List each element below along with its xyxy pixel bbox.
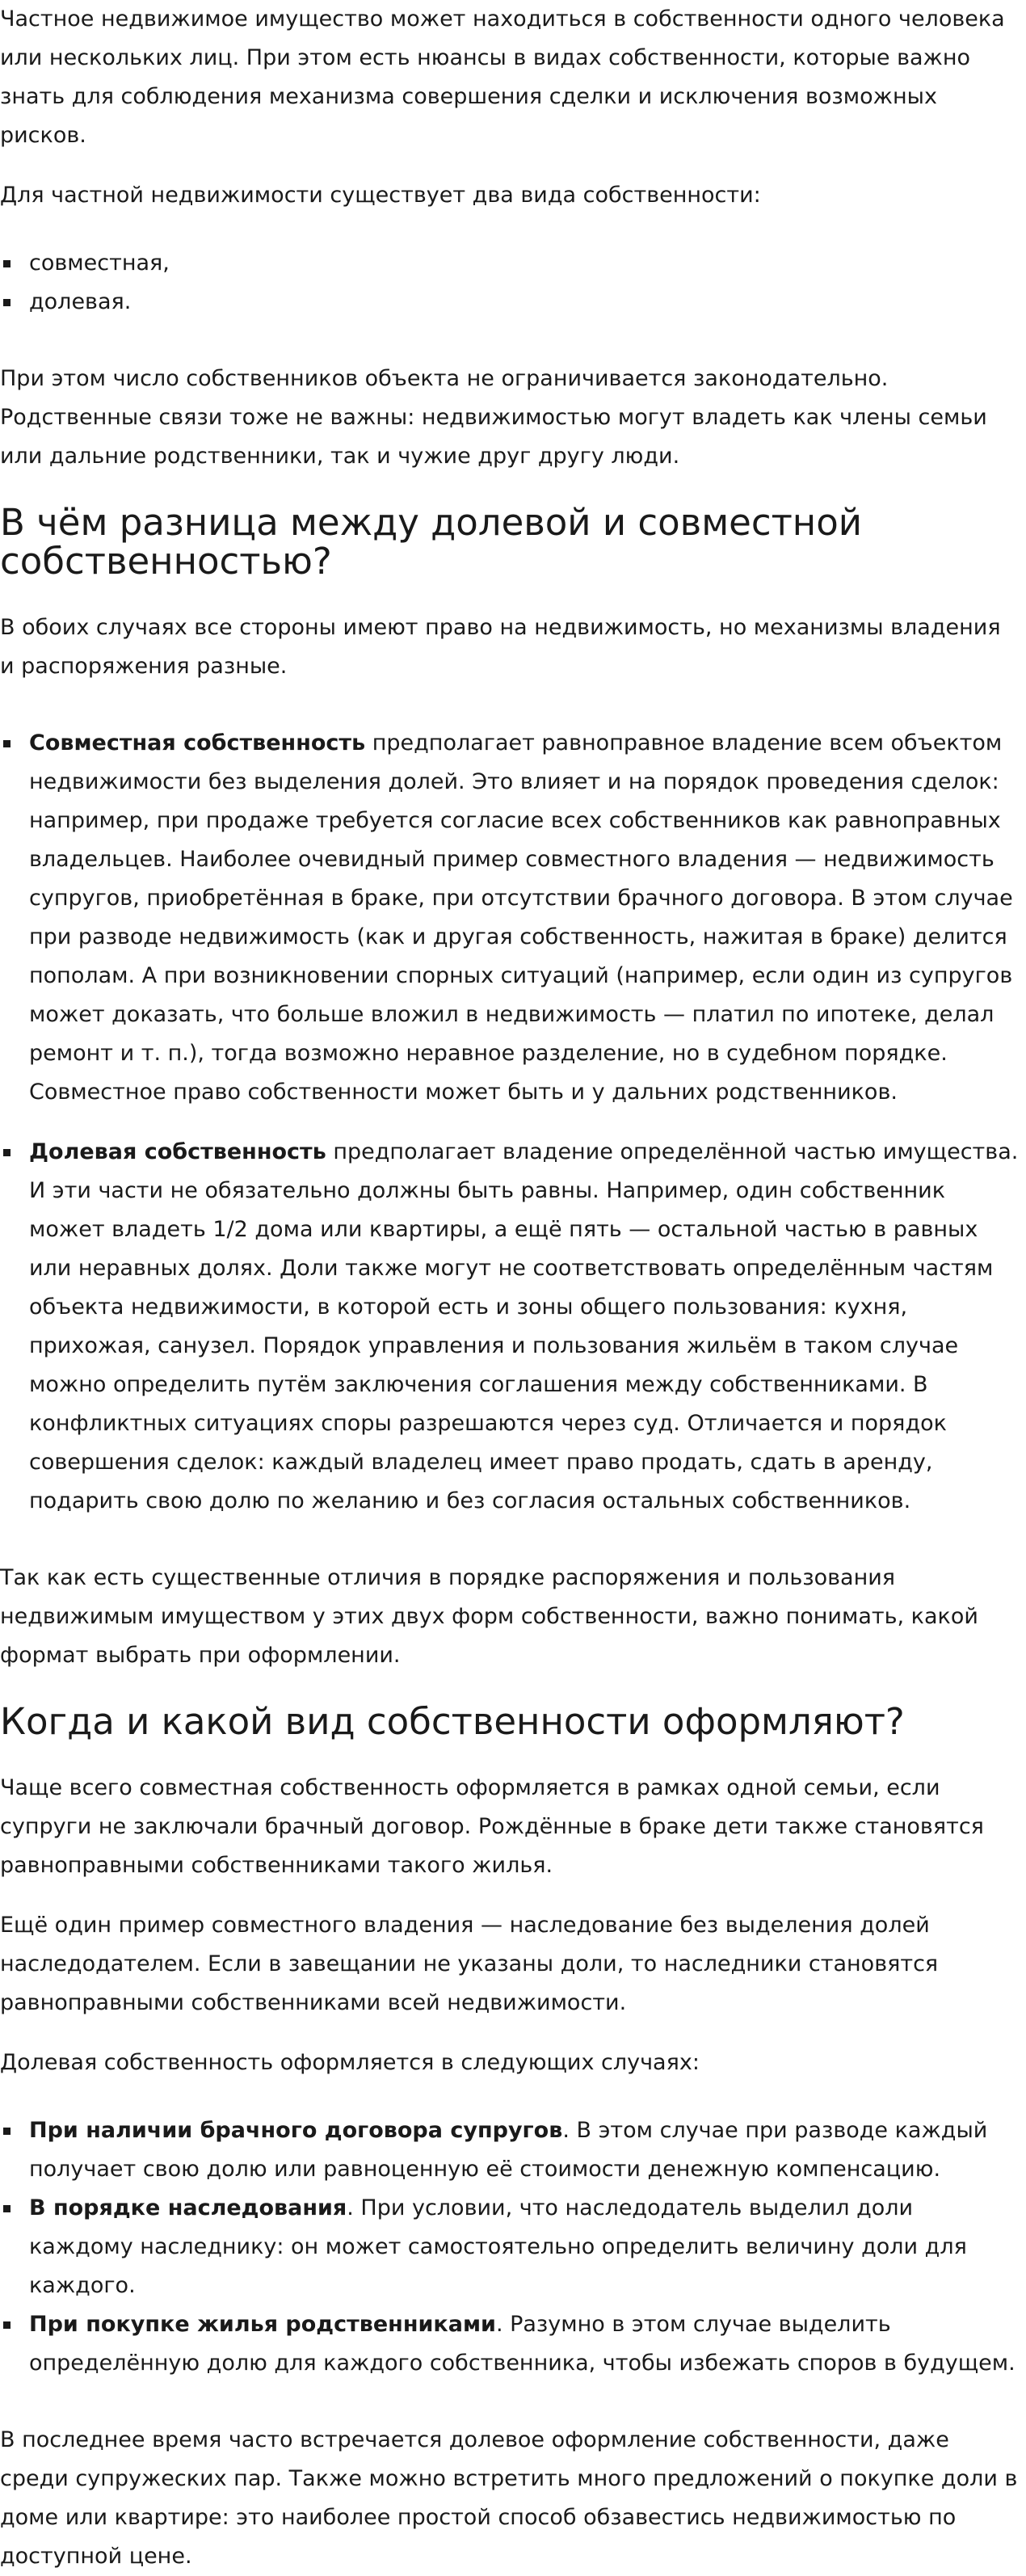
list-item bbox=[0, 2305, 1020, 2383]
difference-list bbox=[0, 724, 1020, 1521]
difference-intro-paragraph: В обоих случаях все стороны имеют право на недвижимость, но механизмы владения и распоряжения разные. bbox=[0, 615, 1001, 679]
list-item-text: предполагает владение определённой частью имущества. И эти части не обязательно должны быть равны. Например, один собственник может владеть 1/2 дома или квартиры, а ещё пять — остальной частью в равных или неравных долях. Доли также могут не соответствовать определённым частям объекта недвижимости, в которой есть и зоны общего пользования: кухня, прихожая, санузел. Порядок управления и пользования жильём в таком случае можно определить путём заключения соглашения между собственниками. В конфликтных ситуациях споры разрешаются через суд. Отличается и порядок совершения сделок: каждый владелец имеет право продать, сдать в аренду, подарить свою долю по желанию и без согласия остальных собственников. bbox=[29, 1139, 1019, 1513]
section-heading-difference: В чём разница между долевой и совместной собственностью? bbox=[0, 501, 862, 583]
bullet-marker bbox=[3, 2128, 11, 2135]
list-item-term: При наличии брачного договора супругов bbox=[29, 2118, 563, 2143]
list-item-term: Долевая собственность bbox=[29, 1139, 326, 1164]
difference-summary-paragraph: Так как есть существенные отличия в порядке распоряжения и пользования недвижимым имуществом у этих двух форм собственности, важно понимать, какой формат выбрать при оформлении. bbox=[0, 1565, 978, 1668]
list-item-text: . При условии, что наследодатель выделил доли каждому наследнику: он может самостоятельно определить величину доли для каждого. bbox=[29, 2195, 967, 2298]
closing-paragraph: В последнее время часто встречается долевое оформление собственности, даже среди супружеских пар. Также можно встретить много предложений о покупке доли в доме или квартире: это наиболее простой способ обзавестись недвижимостью по доступной цене. bbox=[0, 2427, 1018, 2569]
bullet-marker bbox=[3, 299, 11, 306]
list-item bbox=[0, 2189, 1020, 2305]
intro-paragraph: Частное недвижимое имущество может находиться в собственности одного человека или нескольких лиц. При этом есть нюансы в видах собственности, которые важно знать для соблюдения механизма совершения сделки и исключения возможных рисков. bbox=[0, 6, 1005, 148]
list-item bbox=[0, 244, 1020, 283]
list-item-text: долевая. bbox=[29, 289, 132, 314]
owners-count-paragraph: При этом число собственников объекта не ограничивается законодательно. Родственные связи тоже не важны: недвижимостью могут владеть как члены семьи или дальние родственники, так и чужие друг другу люди. bbox=[0, 366, 987, 469]
bullet-marker bbox=[3, 1149, 11, 1156]
ownership-types-intro: Для частной недвижимости существует два вида собственности: bbox=[0, 183, 761, 208]
bullet-marker bbox=[3, 2205, 11, 2212]
list-item-text: . Разумно в этом случае выделить определённую долю для каждого собственника, чтобы избежать споров в будущем. bbox=[29, 2312, 1015, 2376]
shared-ownership-cases-list bbox=[0, 2111, 1020, 2383]
list-item bbox=[0, 724, 1020, 1112]
list-item-term: Совместная собственность bbox=[29, 730, 366, 756]
bullet-marker bbox=[3, 740, 11, 747]
inheritance-paragraph: Ещё один пример совместного владения — наследование без выделения долей наследодателем. Если в завещании не указаны доли, то наследники становятся равноправными собственниками всей недвижимости. bbox=[0, 1913, 939, 2015]
ownership-types-list bbox=[0, 244, 1020, 322]
list-item-text: предполагает равноправное владение всем объектом недвижимости без выделения долей. Это влияет и на порядок проведения сделок: например, при продаже требуется согласие всех собственников как равноправных владельцев. Наиболее очевидный пример совместного владения — недвижимость супругов, приобретённая в браке, при отсутствии брачного договора. В этом случае при разводе недвижимость (как и другая собственность, нажитая в браке) делится пополам. А при возникновении спорных ситуаций (например, если один из супругов может доказать, что больше вложил в недвижимость — платил по ипотеке, делал ремонт и т. п.), тогда возможно неравное разделение, но в судебном порядке. Совместное право собственности может быть и у дальних родственников. bbox=[29, 730, 1013, 1105]
bullet-marker bbox=[3, 260, 11, 267]
list-item bbox=[0, 1133, 1020, 1521]
bullet-marker bbox=[3, 2321, 11, 2329]
list-item-text: . В этом случае при разводе каждый получает свою долю или равноценную её стоимости денежную компенсацию. bbox=[29, 2118, 988, 2182]
list-item bbox=[0, 2111, 1020, 2189]
joint-ownership-paragraph: Чаще всего совместная собственность оформляется в рамках одной семьи, если супруги не заключали брачный договор. Рождённые в браке дети также становятся равноправными собственниками такого жилья. bbox=[0, 1775, 984, 1878]
section-heading-when: Когда и какой вид собственности оформляют? bbox=[0, 1700, 905, 1743]
list-item-text: совместная, bbox=[29, 250, 170, 276]
shared-ownership-intro: Долевая собственность оформляется в следующих случаях: bbox=[0, 2050, 700, 2075]
list-item bbox=[0, 283, 1020, 322]
list-item-term: В порядке наследования bbox=[29, 2195, 347, 2220]
list-item-term: При покупке жилья родственниками bbox=[29, 2312, 496, 2337]
